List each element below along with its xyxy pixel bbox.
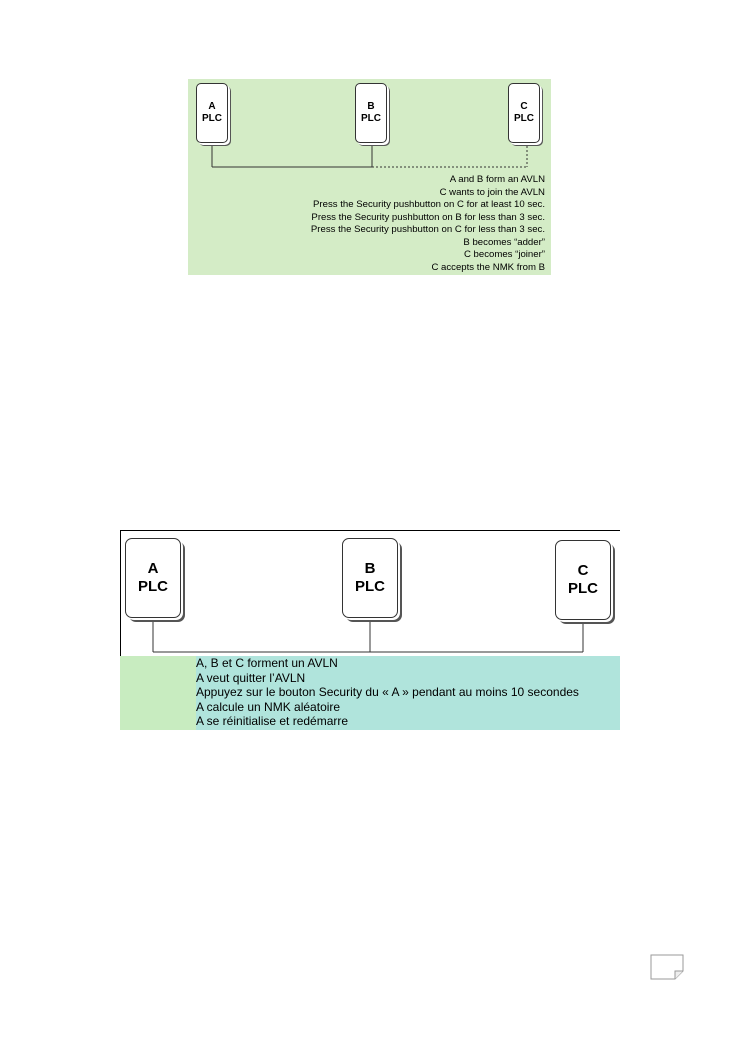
step-7: C becomes “joiner”: [463, 249, 545, 260]
device-c-sublabel: PLC: [568, 580, 598, 597]
step-4: Press the Security pushbutton on B for less than 3 sec.: [311, 211, 545, 223]
step-5: A se réinitialise et redémarre: [196, 714, 349, 728]
step-1: A and B form an AVLN: [449, 174, 545, 185]
device-c-label: C: [577, 562, 589, 579]
device-a-sublabel: PLC: [138, 578, 168, 595]
step-2: C wants to join the AVLN: [439, 186, 545, 198]
device-a-plc: [196, 83, 228, 143]
step-2: A veut quitter l’AVLN: [196, 670, 306, 685]
device-c-label: C: [520, 101, 528, 112]
step-6: B becomes “adder”: [463, 236, 545, 248]
step-3: Press the Security pushbutton on C for at least 10 sec.: [313, 199, 545, 210]
device-b-plc: [342, 538, 398, 618]
steps-list: [196, 656, 579, 729]
device-c-plc: [508, 83, 540, 143]
avln-leave-diagram: [120, 530, 620, 730]
device-c-plc: [555, 540, 611, 620]
step-8: C accepts the NMK from B: [431, 261, 545, 273]
device-b-sublabel: PLC: [355, 578, 385, 595]
device-b-label: B: [364, 560, 376, 577]
device-b-sublabel: PLC: [361, 113, 381, 124]
folded-page-icon: [650, 954, 684, 980]
step-5: Press the Security pushbutton on C for less than 3 sec.: [310, 224, 545, 235]
device-b-plc: [355, 83, 387, 143]
step-3: Appuyez sur le bouton Security du « A » pendant au moins 10 secondes: [196, 685, 579, 699]
steps-list: [311, 174, 545, 274]
step-4: A calcule un NMK aléatoire: [196, 699, 341, 714]
device-a-sublabel: PLC: [202, 113, 222, 124]
step-1: A, B et C forment un AVLN: [196, 656, 338, 670]
device-a-label: A: [208, 101, 216, 112]
avln-join-diagram: [188, 79, 551, 275]
device-a-label: A: [147, 560, 159, 577]
device-a-plc: [125, 538, 181, 618]
device-b-label: B: [367, 101, 375, 112]
device-c-sublabel: PLC: [514, 113, 534, 124]
